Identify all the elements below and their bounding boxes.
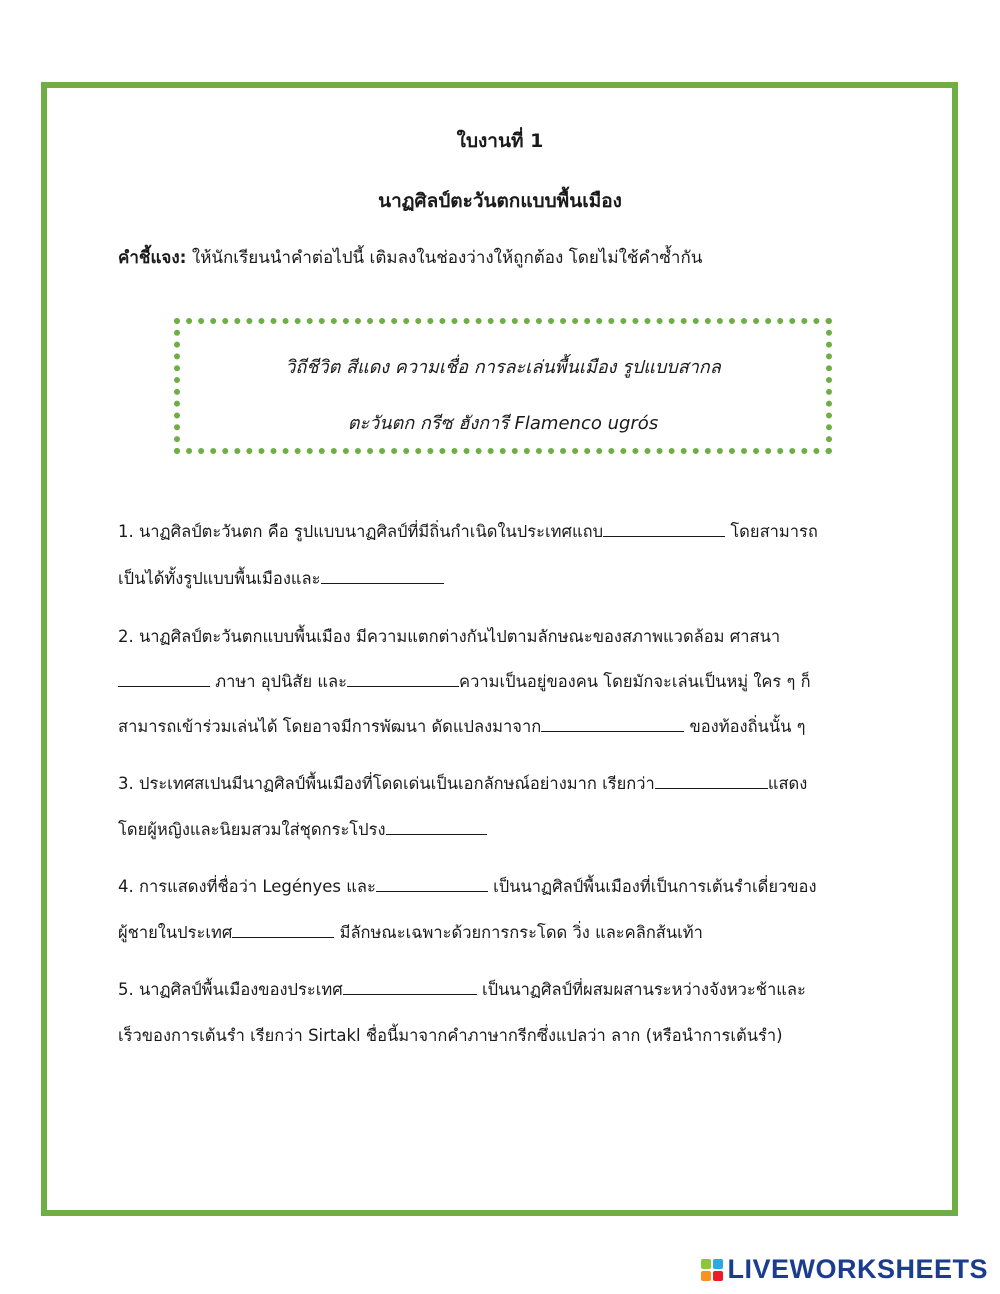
question-5-line-2 [118, 1023, 783, 1049]
question-5-text: เป็นนาฏศิลป์ที่ผสมผสานระหว่างจังหวะช้าและ [476, 980, 806, 999]
question-2-line-2 [118, 669, 811, 695]
worksheet-number: ใบงานที่ 1 [456, 130, 544, 152]
question-2-text: ความเป็นอยู่ของคน โดยมักจะเล่นเป็นหมู่ ใคร ๆ ก็ [459, 672, 811, 691]
word-bank-box [174, 318, 832, 454]
logo-tile [713, 1271, 723, 1281]
logo-mark-icon [701, 1259, 723, 1281]
answer-blank-3[interactable] [118, 685, 210, 687]
answer-blank-2[interactable] [321, 582, 444, 584]
logo-tile [701, 1271, 711, 1281]
answer-blank-7[interactable] [386, 833, 487, 835]
liveworksheets-logo [701, 1254, 988, 1285]
answer-blank-4[interactable] [347, 685, 459, 687]
question-4-text: มีลักษณะเฉพาะด้วยการกระโดด วิ่ง และคลิกส้นเท้า [334, 923, 703, 942]
question-2-line-1 [118, 624, 780, 650]
instruction [118, 244, 702, 271]
question-2-line-3 [118, 714, 806, 740]
question-1-text: โดยสามารถ [725, 522, 818, 541]
question-5-text: 5. นาฏศิลป์พื้นเมืองของประเทศ [118, 980, 343, 999]
question-1-line-2 [118, 566, 444, 592]
question-5-text: เร็วของการเต้นรำ เรียกว่า Sirtakl ชื่อนี้มาจากคำภาษากรีกซึ่งแปลว่า ลาก (หรือนำการเต้นรำ) [118, 1026, 783, 1045]
question-2-text: 2. นาฏศิลป์ตะวันตกแบบพื้นเมือง มีความแตกต่างกันไปตามลักษณะของสภาพแวดล้อม ศาสนา [118, 627, 781, 646]
question-4-line-2 [118, 920, 703, 946]
word-bank-line-1: วิถีชีวิต สีแดง ความเชื่อ การละเล่นพื้นเมือง รูปแบบสากล [285, 357, 721, 378]
question-1-text: 1. นาฏศิลป์ตะวันตก คือ รูปแบบนาฏศิลป์ที่มีถิ่นกำเนิดในประเทศแถบ [118, 522, 604, 541]
question-1-text: เป็นได้ทั้งรูปแบบพื้นเมืองและ [118, 569, 321, 588]
question-2-text: ของท้องถิ่นนั้น ๆ [684, 717, 806, 736]
worksheet-title: นาฏศิลป์ตะวันตกแบบพื้นเมือง [378, 190, 622, 212]
instruction-label: คำชี้แจง: [118, 248, 187, 268]
question-4-text: ผู้ชายในประเทศ [118, 923, 233, 942]
question-3-text: แสดง [767, 774, 808, 793]
word-bank-line-2: ตะวันตก กรีซ ฮังการี Flamenco ugrós [347, 413, 659, 434]
question-4-text: เป็นนาฏศิลป์พื้นเมืองที่เป็นการเต้นรำเดี่ยวของ [487, 877, 817, 896]
question-3-text: โดยผู้หญิงและนิยมสวมใส่ชุดกระโปรง [118, 820, 386, 839]
logo-tile [713, 1259, 723, 1269]
question-2-text: ภาษา อุปนิสัย และ [210, 672, 348, 691]
logo-text: LIVEWORKSHEETS [727, 1254, 988, 1284]
question-3-line-2 [118, 817, 487, 843]
question-2-text: สามารถเข้าร่วมเล่นได้ โดยอาจมีการพัฒนา ดัดแปลงมาจาก [118, 717, 542, 736]
logo-tile [701, 1259, 711, 1269]
answer-blank-10[interactable] [343, 993, 477, 995]
instruction-text: ให้นักเรียนนำคำต่อไปนี้ เติมลงในช่องว่างให้ถูกต้อง โดยไม่ใช้คำซ้ำกัน [186, 248, 703, 268]
answer-blank-1[interactable] [603, 535, 725, 537]
answer-blank-5[interactable] [541, 730, 684, 732]
question-5-line-1 [118, 977, 806, 1003]
question-1-line-1 [118, 519, 818, 545]
answer-blank-6[interactable] [655, 787, 768, 789]
question-3-text: 3. ประเทศสเปนมีนาฏศิลป์พื้นเมืองที่โดดเด่นเป็นเอกลักษณ์อย่างมาก เรียกว่า [118, 774, 655, 793]
question-4-text: 4. การแสดงที่ชื่อว่า Legényes และ [118, 877, 376, 896]
answer-blank-8[interactable] [376, 890, 488, 892]
question-4-line-1 [118, 874, 817, 900]
question-3-line-1 [118, 771, 807, 797]
answer-blank-9[interactable] [232, 936, 334, 938]
